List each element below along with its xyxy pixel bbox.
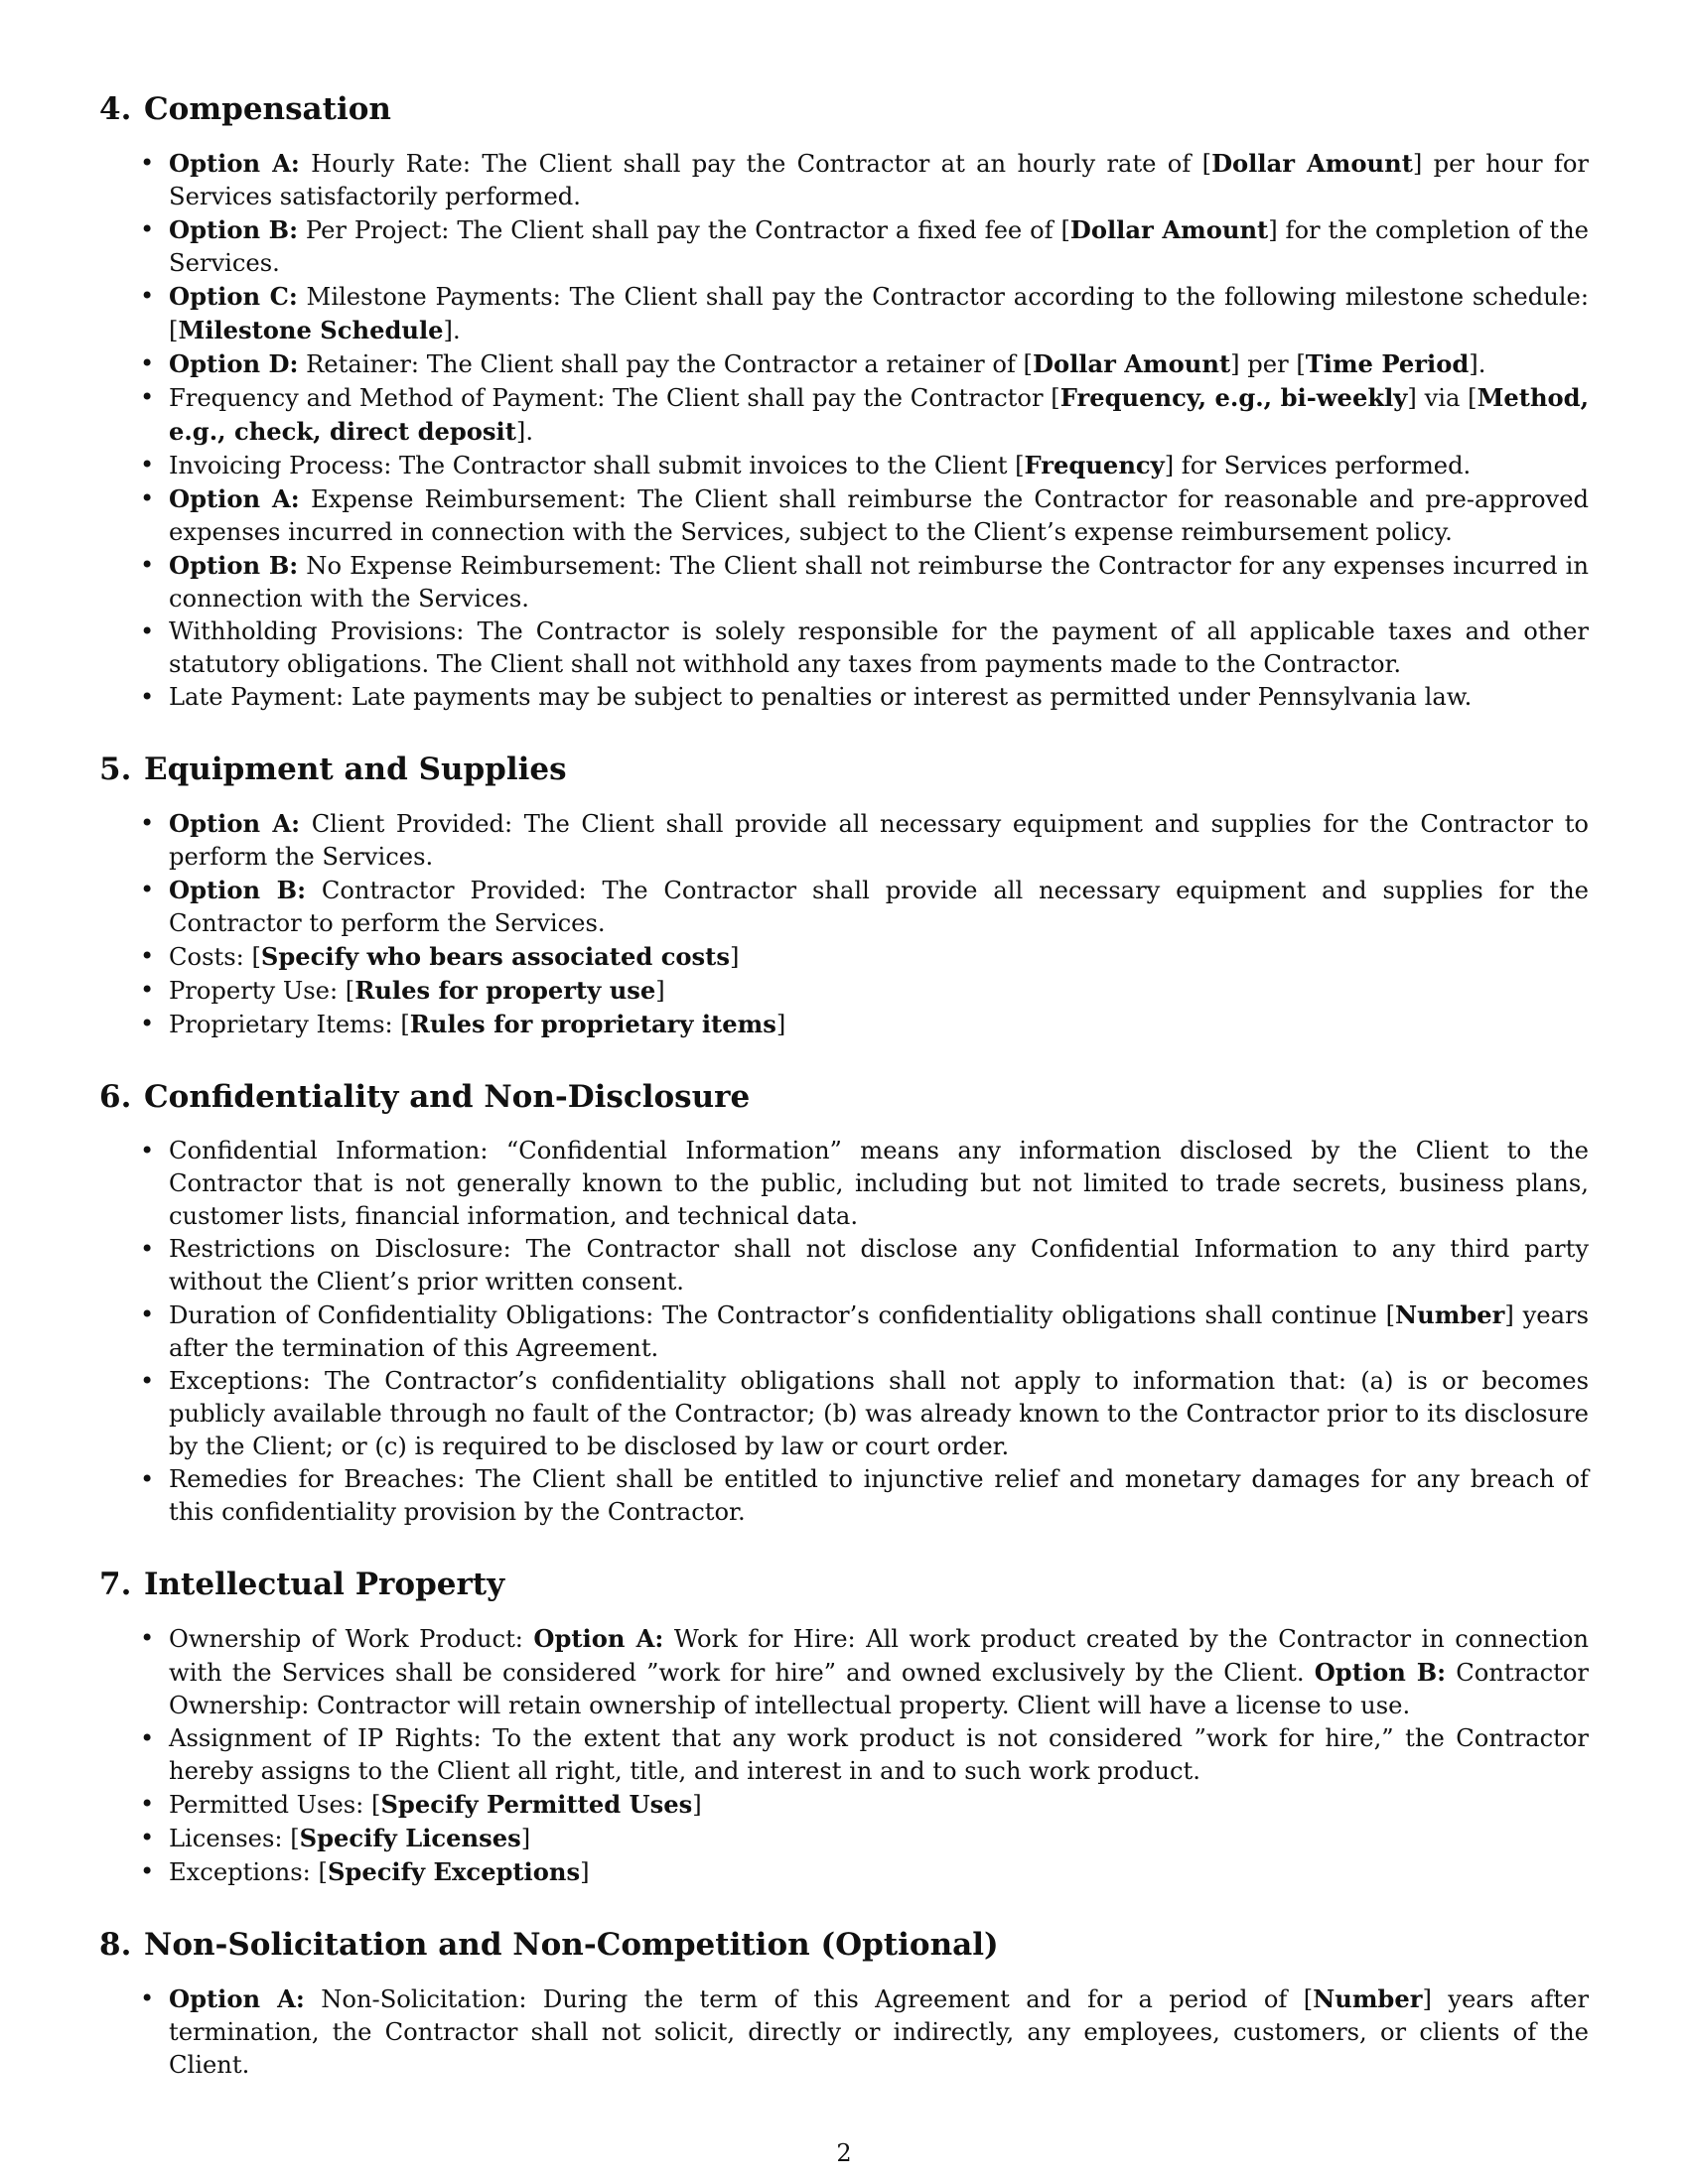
text-run: Late Payment: Late payments may be subject to penalties or interest as permitted under Pennsylvania law.	[169, 683, 1473, 711]
bold-text-run: Time Period	[1305, 349, 1470, 378]
bold-text-run: Dollar Amount	[1211, 149, 1413, 178]
bold-text-run: Rules for property use	[354, 976, 656, 1005]
text-run: ]	[775, 1011, 786, 1038]
bold-text-run: Specify who bears associated costs	[260, 942, 730, 971]
bold-text-run: Option A:	[169, 484, 300, 513]
text-run: ] years after the termination of this Agreement.	[169, 1301, 1589, 1362]
text-run: Assignment of IP Rights: To the extent that any work product is not considered ”work for hire,” the Contractor hereby assigns to the Client all right, title, and interest in and to such work product.	[169, 1724, 1589, 1785]
bold-text-run: Option A:	[169, 1984, 305, 2013]
text-run: Restrictions on Disclosure: The Contractor shall not disclose any Confidential Information to any third party without the Client’s prior written consent.	[169, 1235, 1589, 1296]
bold-text-run: Method, e.g., check, direct deposit	[169, 383, 1590, 446]
text-run: ]	[692, 1791, 702, 1819]
text-run: Per Project: The Client shall pay the Contractor a fixed fee of [	[298, 216, 1070, 244]
section-number: 5.	[99, 751, 132, 787]
text-run: ]	[729, 943, 740, 971]
text-run: Costs: [	[169, 943, 261, 971]
bullet-list	[99, 1622, 1589, 1889]
text-run: ] for Services performed.	[1164, 452, 1472, 479]
list-item	[99, 449, 1589, 482]
section-heading	[99, 1077, 1589, 1117]
list-item	[99, 549, 1589, 615]
text-run: Expense Reimbursement: The Client shall reimburse the Contractor for reasonable and pre-approved expenses incurred in connection with the Services, subject to the Client’s expense reimbursement policy.	[169, 485, 1589, 546]
bold-text-run: Option A:	[169, 149, 300, 178]
text-run: ] per hour for Services satisfactorily performed.	[169, 150, 1589, 210]
list-item	[99, 1008, 1589, 1041]
bold-text-run: Number	[1313, 1984, 1423, 2013]
text-run: Licenses: [	[169, 1825, 300, 1852]
section-number: 6.	[99, 1079, 132, 1115]
text-run: Remedies for Breaches: The Client shall be entitled to injunctive relief and monetary damages for any breach of this confidentiality provision by the Contractor.	[169, 1465, 1589, 1526]
list-item	[99, 280, 1589, 347]
section-number: 4.	[99, 91, 132, 127]
text-run: ]	[520, 1825, 531, 1852]
text-run: Contractor Ownership: Contractor will retain ownership of intellectual property. Client will have a license to use.	[169, 1659, 1589, 1719]
section-title: Confidentiality and Non-Disclosure	[144, 1079, 751, 1115]
bold-text-run: Option D:	[169, 349, 299, 378]
text-run: Retainer: The Client shall pay the Contractor a retainer of [	[298, 350, 1033, 378]
section-5	[99, 750, 1589, 1041]
text-run: Hourly Rate: The Client shall pay the Contractor at an hourly rate of [	[299, 150, 1212, 178]
section-number: 7.	[99, 1567, 132, 1602]
bold-text-run: Option A:	[169, 809, 301, 838]
bold-text-run: Frequency	[1024, 451, 1165, 479]
list-item	[99, 1135, 1589, 1233]
text-run: Confidential Information: “Confidential Information” means any information disclosed by the Client to the Contractor that is not generally known to the public, including but not limited to trade secrets, business plans, customer lists, financial information, and technical data.	[169, 1137, 1589, 1230]
bullet-list	[99, 1135, 1589, 1529]
bold-text-run: Option B:	[169, 551, 299, 580]
list-item	[99, 940, 1589, 974]
text-run: ] for the completion of the Services.	[169, 216, 1589, 277]
list-item	[99, 1822, 1589, 1855]
list-item	[99, 1855, 1589, 1889]
bold-text-run: Frequency, e.g., bi-weekly	[1059, 383, 1408, 412]
list-item	[99, 1622, 1589, 1722]
text-run: ] years after termination, the Contractor shall not solicit, directly or indirectly, any employees, customers, or clients of the Client.	[169, 1985, 1590, 2079]
document-body	[99, 89, 1589, 2117]
list-item	[99, 213, 1589, 280]
text-run: ].	[1469, 350, 1486, 378]
text-run: ] per [	[1230, 350, 1306, 378]
section-heading	[99, 1565, 1589, 1604]
bold-text-run: Specify Permitted Uses	[380, 1790, 693, 1819]
bullet-list	[99, 1982, 1589, 2082]
section-heading	[99, 89, 1589, 129]
section-heading	[99, 1925, 1589, 1965]
text-run: ] via [	[1407, 384, 1477, 412]
text-run: Property Use: [	[169, 977, 355, 1005]
text-run: Duration of Confidentiality Obligations: The Contractor’s confidentiality obligations shall continue [	[169, 1301, 1396, 1329]
section-4	[99, 89, 1589, 714]
bullet-list	[99, 147, 1589, 714]
bold-text-run: Option B:	[169, 876, 307, 904]
text-run: Frequency and Method of Payment: The Client shall pay the Contractor [	[169, 384, 1060, 412]
text-run: Permitted Uses: [	[169, 1791, 381, 1819]
text-run: Exceptions: [	[169, 1858, 328, 1886]
page-number: 2	[836, 2139, 852, 2167]
section-6	[99, 1077, 1589, 1529]
list-item	[99, 1982, 1589, 2082]
bold-text-run: Specify Exceptions	[327, 1857, 581, 1886]
section-heading	[99, 750, 1589, 789]
list-item	[99, 147, 1589, 213]
list-item	[99, 974, 1589, 1008]
list-item	[99, 1722, 1589, 1788]
bold-text-run: Milestone Schedule	[178, 316, 444, 344]
text-run: ]	[580, 1858, 590, 1886]
text-run: ]	[655, 977, 665, 1005]
text-run: ].	[515, 418, 534, 446]
text-run: Proprietary Items: [	[169, 1011, 410, 1038]
list-item	[99, 1233, 1589, 1298]
list-item	[99, 1365, 1589, 1463]
list-item	[99, 1463, 1589, 1529]
text-run: Withholding Provisions: The Contractor is solely responsible for the payment of all applicable taxes and other statutory obligations. The Client shall not withhold any taxes from payments made to the Contractor.	[169, 617, 1589, 678]
list-item	[99, 482, 1589, 549]
section-title: Non-Solicitation and Non-Competition (Optional)	[144, 1927, 999, 1963]
text-run: Work for Hire: All work product created by the Contractor in connection with the Services shall be considered ”work for hire” and owned exclusively by the Client.	[169, 1625, 1589, 1687]
list-item	[99, 381, 1589, 449]
text-run: No Expense Reimbursement: The Client shall not reimburse the Contractor for any expenses incurred in connection with the Services.	[169, 552, 1590, 613]
section-title: Intellectual Property	[144, 1567, 505, 1602]
bold-text-run: Rules for proprietary items	[409, 1010, 776, 1038]
list-item	[99, 1298, 1589, 1365]
text-run: Milestone Payments: The Client shall pay the Contractor according to the following milestone schedule: [	[169, 283, 1589, 344]
bold-text-run: Option C:	[169, 282, 298, 311]
section-number: 8.	[99, 1927, 132, 1963]
list-item	[99, 807, 1589, 874]
section-8	[99, 1925, 1589, 2082]
bold-text-run: Option B:	[169, 215, 299, 244]
list-item	[99, 874, 1589, 940]
text-run: Non-Solicitation: During the term of this Agreement and for a period of [	[304, 1985, 1314, 2013]
list-item	[99, 347, 1589, 381]
section-7	[99, 1565, 1589, 1889]
section-title: Equipment and Supplies	[144, 751, 567, 787]
bold-text-run: Option A:	[533, 1624, 664, 1653]
text-run: Contractor Provided: The Contractor shall provide all necessary equipment and supplies for the Contractor to perform the Services.	[169, 877, 1589, 937]
text-run: Invoicing Process: The Contractor shall submit invoices to the Client [	[169, 452, 1025, 479]
bold-text-run: Dollar Amount	[1032, 349, 1231, 378]
bold-text-run: Option B:	[1314, 1658, 1447, 1687]
text-run: Exceptions: The Contractor’s confidentiality obligations shall not apply to information that: (a) is or becomes publicly available through no fault of the Contractor; (b) was already known to the Contractor prior to its disclosure by the Client; or (c) is required to be disclosed by law or court order.	[169, 1367, 1589, 1460]
text-run: Ownership of Work Product:	[169, 1625, 534, 1653]
list-item	[99, 1788, 1589, 1822]
bold-text-run: Number	[1395, 1300, 1505, 1329]
bullet-list	[99, 807, 1589, 1041]
text-run: ].	[443, 317, 461, 344]
bold-text-run: Specify Licenses	[299, 1824, 521, 1852]
section-title: Compensation	[144, 91, 391, 127]
bold-text-run: Dollar Amount	[1069, 215, 1269, 244]
text-run: Client Provided: The Client shall provide all necessary equipment and supplies for the Contractor to perform the Services.	[169, 810, 1589, 871]
list-item	[99, 615, 1589, 681]
list-item	[99, 681, 1589, 714]
